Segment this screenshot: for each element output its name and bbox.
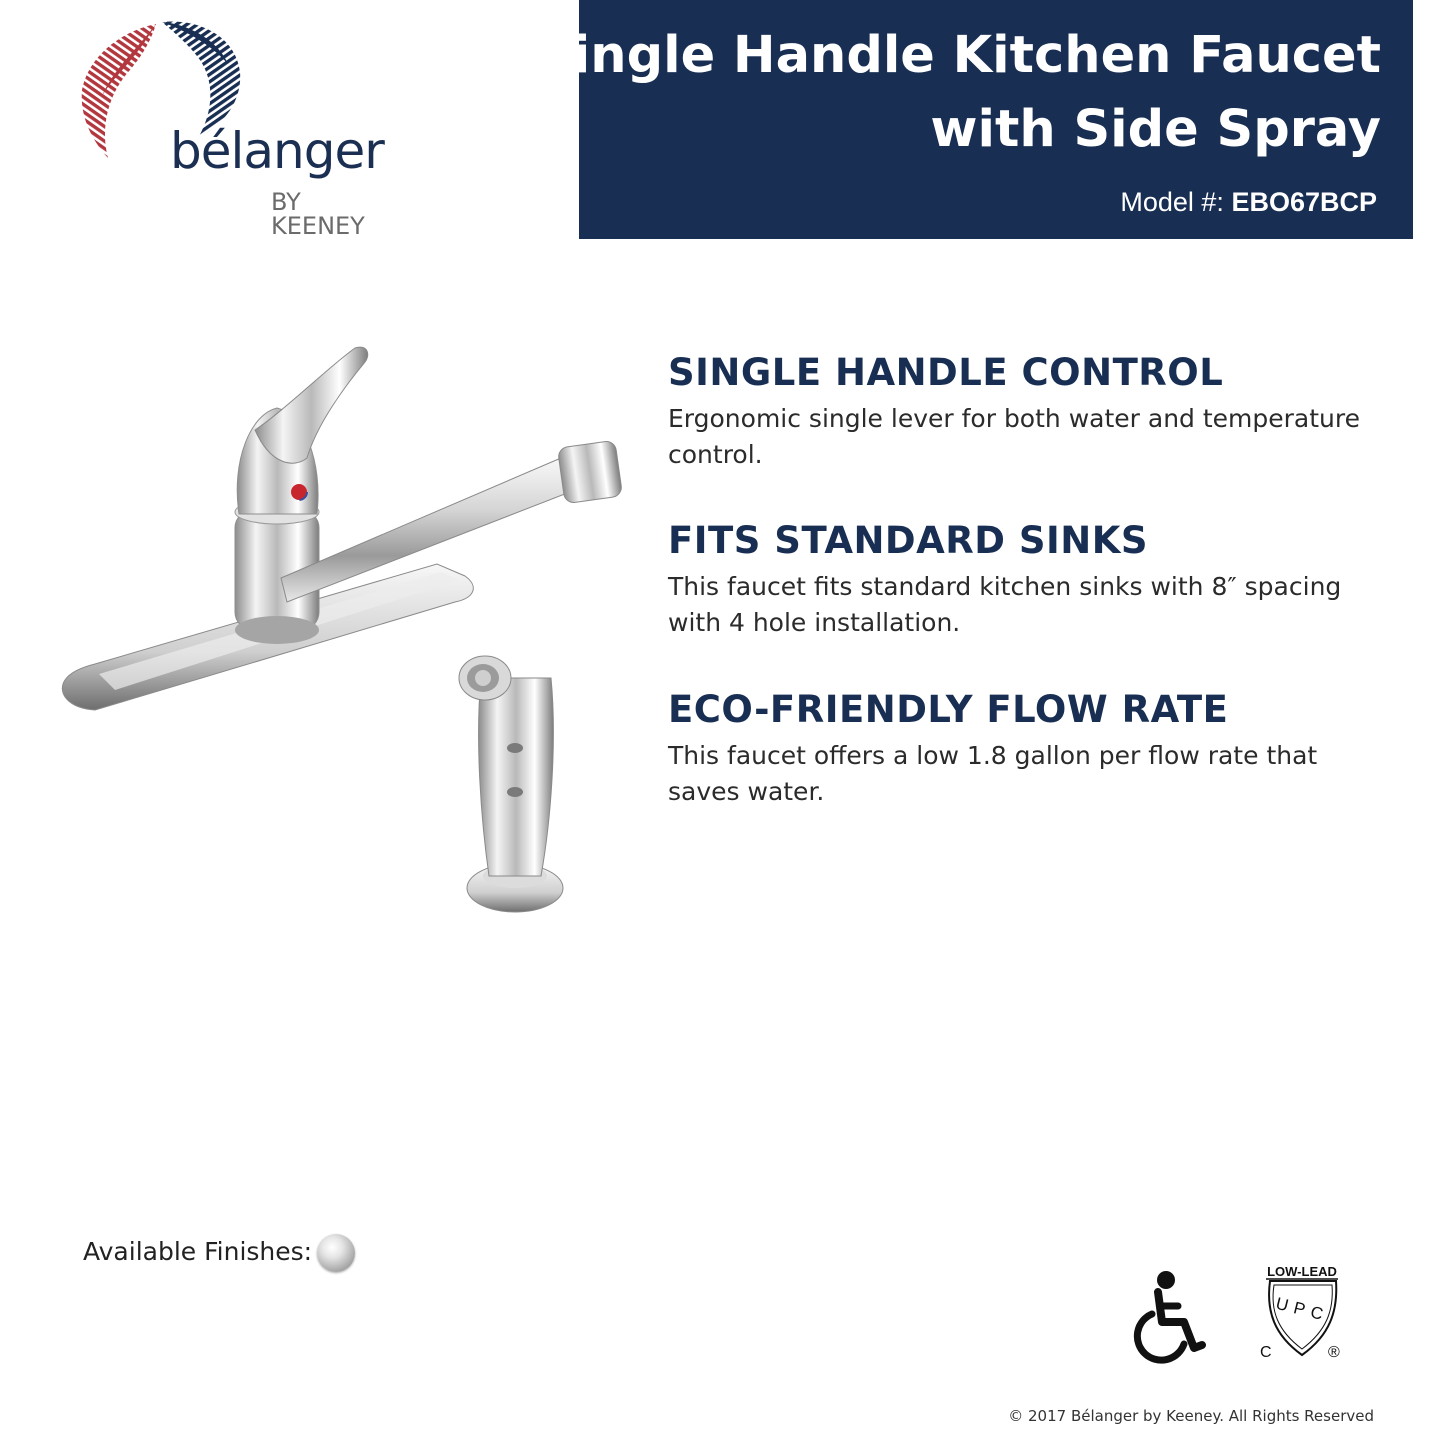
finishes-label: Available Finishes:: [83, 1237, 313, 1266]
feature-heading: FITS STANDARD SINKS: [668, 519, 1149, 562]
chrome-finish-swatch[interactable]: [317, 1234, 355, 1272]
side-spray: [459, 656, 563, 912]
page-title-line1: Single Handle Kitchen Faucet: [536, 26, 1381, 85]
copyright-notice: © 2017 Bélanger by Keeney. All Rights Reserved: [1008, 1407, 1374, 1425]
feature-body: This faucet fits standard kitchen sinks with 8″ spacing with 4 hole installation.: [668, 572, 1342, 637]
title-banner: [536, 0, 1413, 239]
upc-top-label: LOW-LEAD: [1267, 1264, 1337, 1279]
brand-subtitle: BY KEENEY: [271, 188, 365, 240]
upc-low-lead-certification-icon: [1258, 1263, 1358, 1363]
upc-label: UPC: [1273, 1293, 1331, 1326]
model-number: [1120, 189, 1377, 216]
brand-logo: [78, 18, 398, 240]
model-label: Model #:: [1120, 187, 1224, 217]
faucet-product-image: [55, 340, 635, 930]
upc-registered-mark: ®: [1328, 1344, 1340, 1361]
page-title-line2: with Side Spray: [930, 100, 1381, 159]
brand-name: bélanger: [170, 122, 384, 180]
feature-flow-rate: [668, 688, 1388, 810]
feature-body: Ergonomic single lever for both water and temperature control.: [668, 404, 1360, 469]
feature-heading: ECO-FRIENDLY FLOW RATE: [668, 688, 1229, 731]
feature-body: This faucet offers a low 1.8 gallon per flow rate that saves water.: [668, 741, 1318, 806]
wheelchair-accessible-icon: [1128, 1270, 1206, 1366]
model-value: EBO67BCP: [1231, 187, 1377, 217]
feature-single-handle: [668, 351, 1388, 473]
upc-c-mark: C: [1260, 1344, 1272, 1361]
feature-standard-sinks: [668, 519, 1388, 641]
feature-heading: SINGLE HANDLE CONTROL: [668, 351, 1224, 394]
available-finishes: [83, 1233, 312, 1273]
